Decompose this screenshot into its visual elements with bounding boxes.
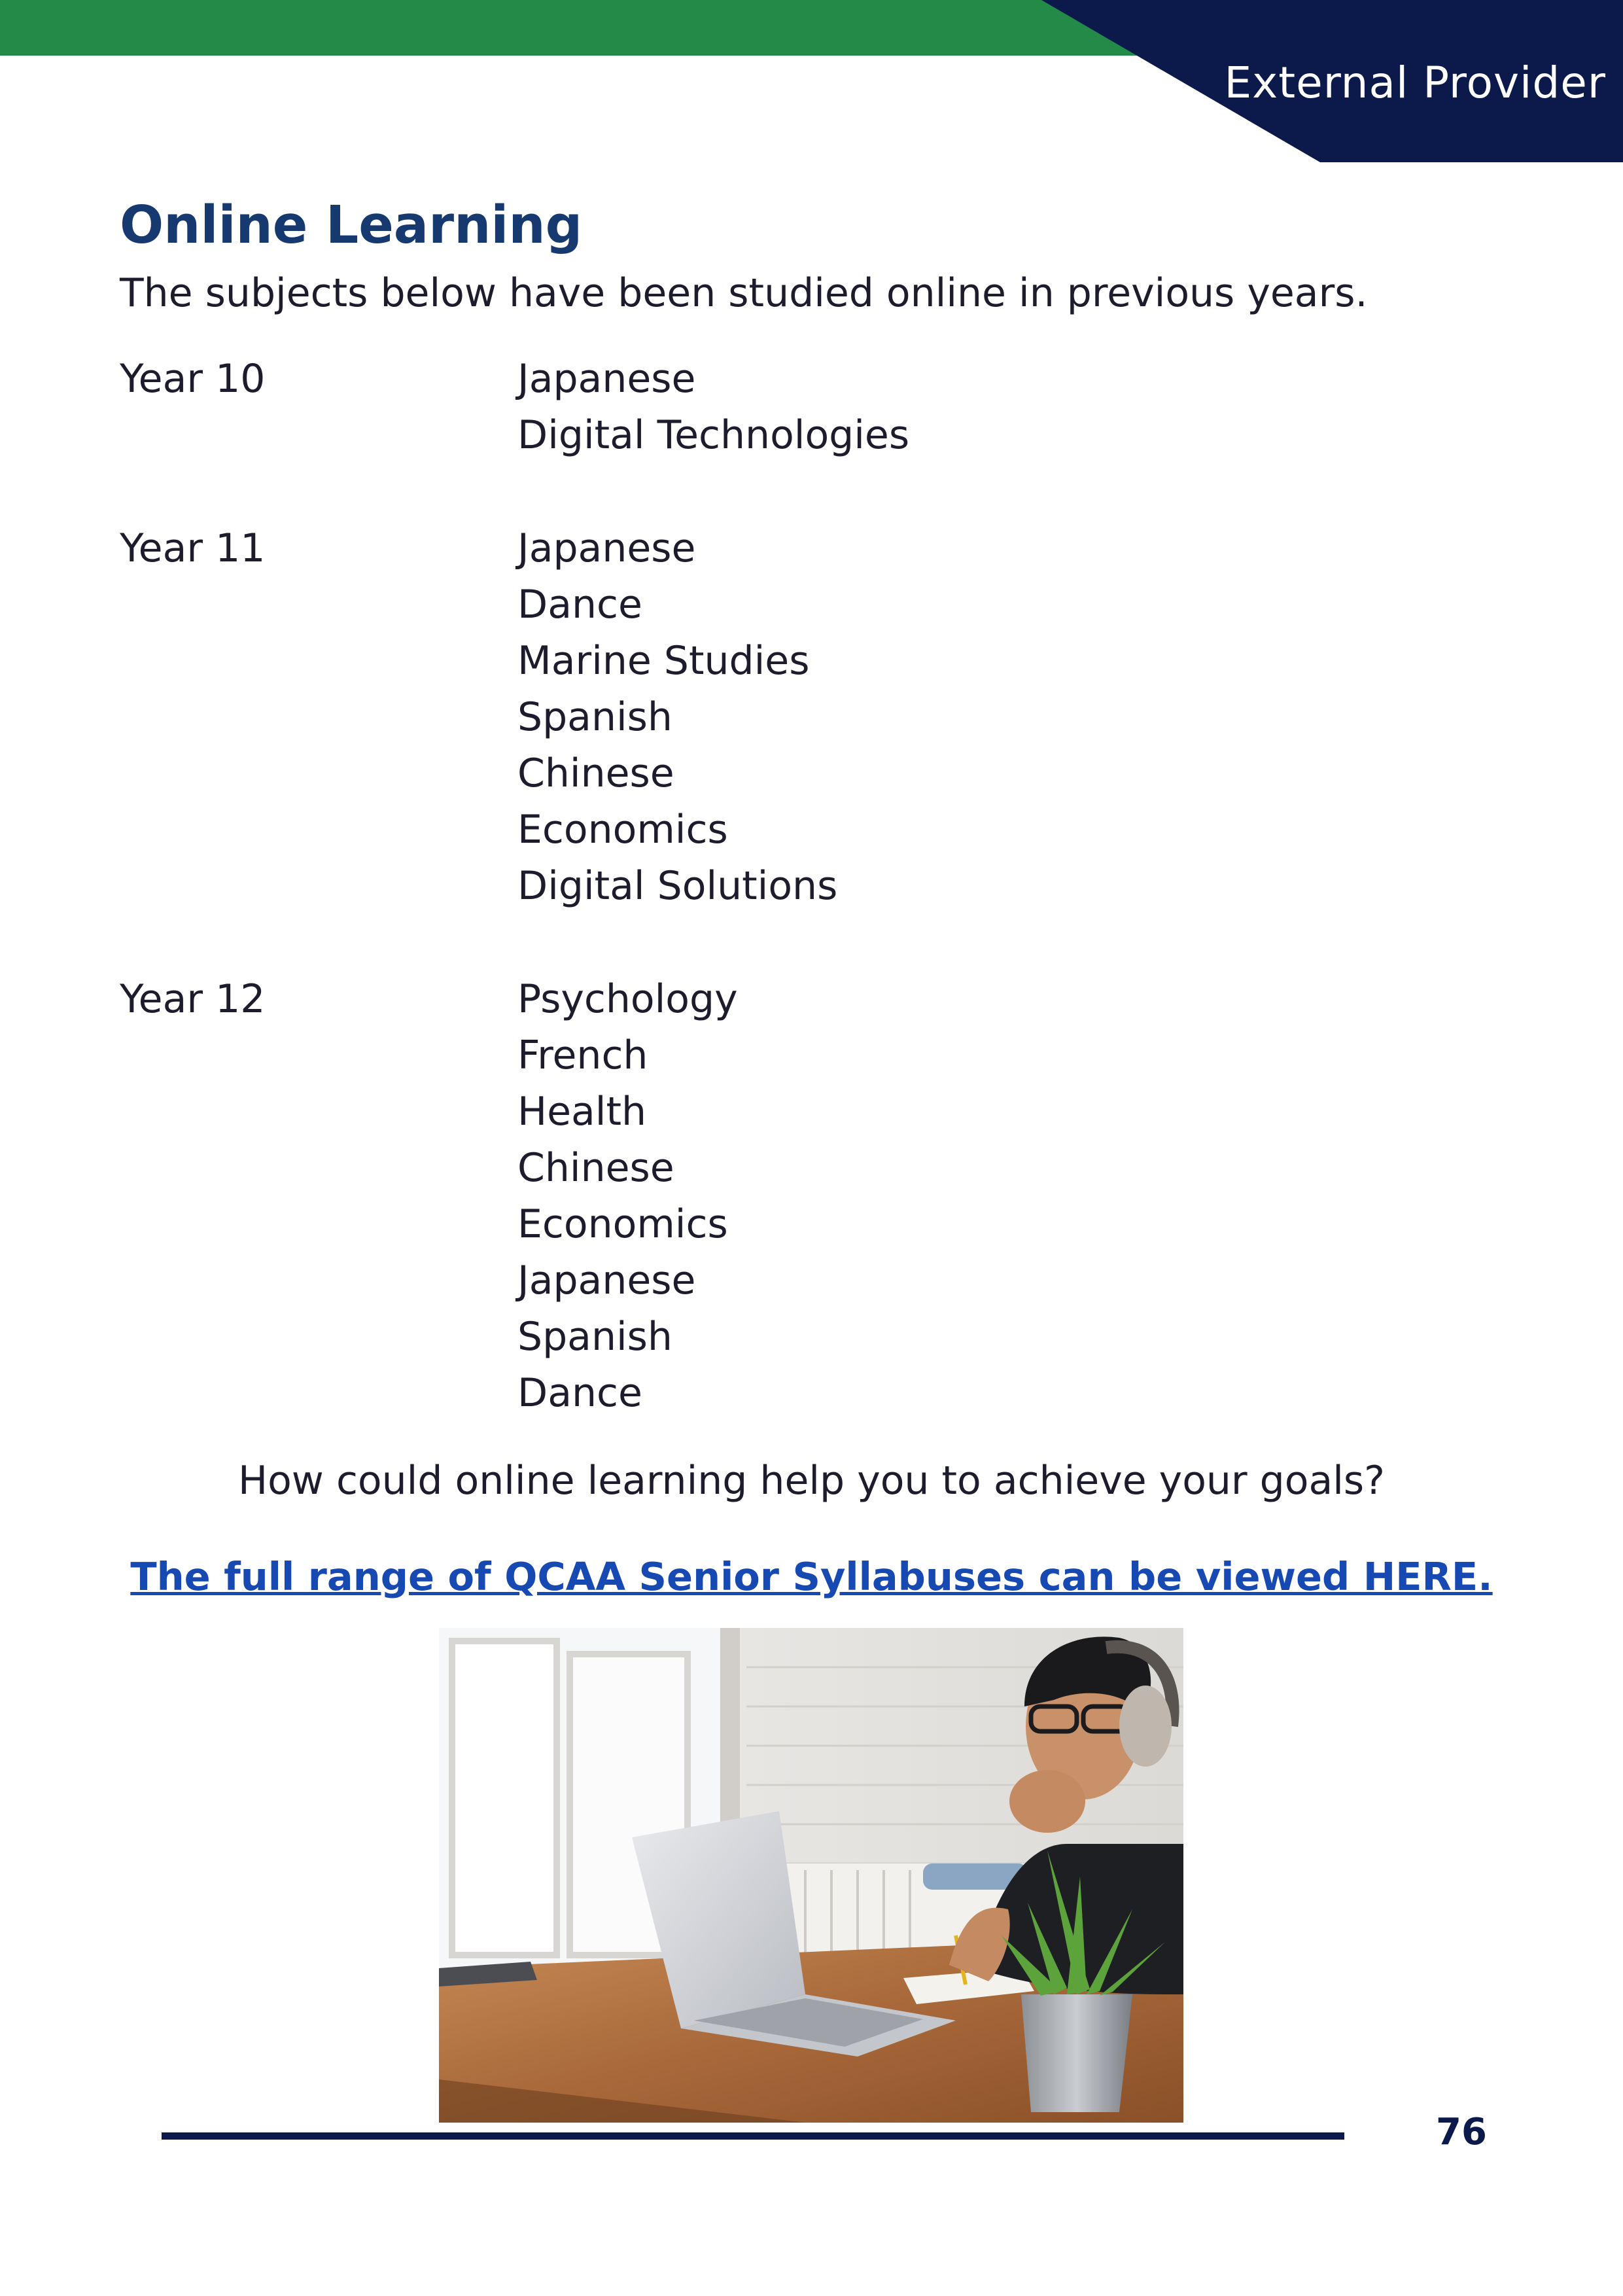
subject-item: Japanese [517,1258,696,1303]
intro-text: The subjects below have been studied online in previous years. [120,270,1368,316]
subject-item: Japanese [517,356,696,402]
subject-item: Marine Studies [517,638,810,684]
subject-list [517,351,909,463]
subject-item: Economics [517,807,728,853]
subject-item: French [517,1033,648,1078]
subject-list [517,971,738,1421]
subject-item: Dance [517,582,642,627]
year-label: Year 10 [120,356,266,402]
header-label: External Provider [1224,58,1606,108]
subject-item: Dance [517,1370,642,1416]
subject-item: Spanish [517,1314,672,1360]
subject-item: Digital Solutions [517,863,838,909]
subject-item: Economics [517,1201,728,1247]
footer-rule [162,2132,1344,2140]
subject-item: Spanish [517,694,672,740]
subject-item: Psychology [517,976,738,1022]
student-laptop-photo [439,1628,1183,2123]
qcaa-syllabus-link[interactable]: The full range of QCAA Senior Syllabuses can be viewed HERE. [130,1554,1493,1599]
subject-item: Health [517,1089,647,1135]
year-label: Year 11 [120,525,266,571]
subject-item: Digital Technologies [517,412,910,458]
page-title: Online Learning [120,195,583,255]
subject-item: Chinese [517,1145,674,1191]
page-number: 76 [1436,2111,1487,2153]
subject-item: Japanese [517,525,696,571]
reflection-question: How could online learning help you to achieve your goals? [237,1458,1386,1504]
subject-list [517,520,837,914]
photo-illustration [439,1628,1183,2123]
year-label: Year 12 [120,976,266,1022]
subject-item: Chinese [517,751,674,796]
